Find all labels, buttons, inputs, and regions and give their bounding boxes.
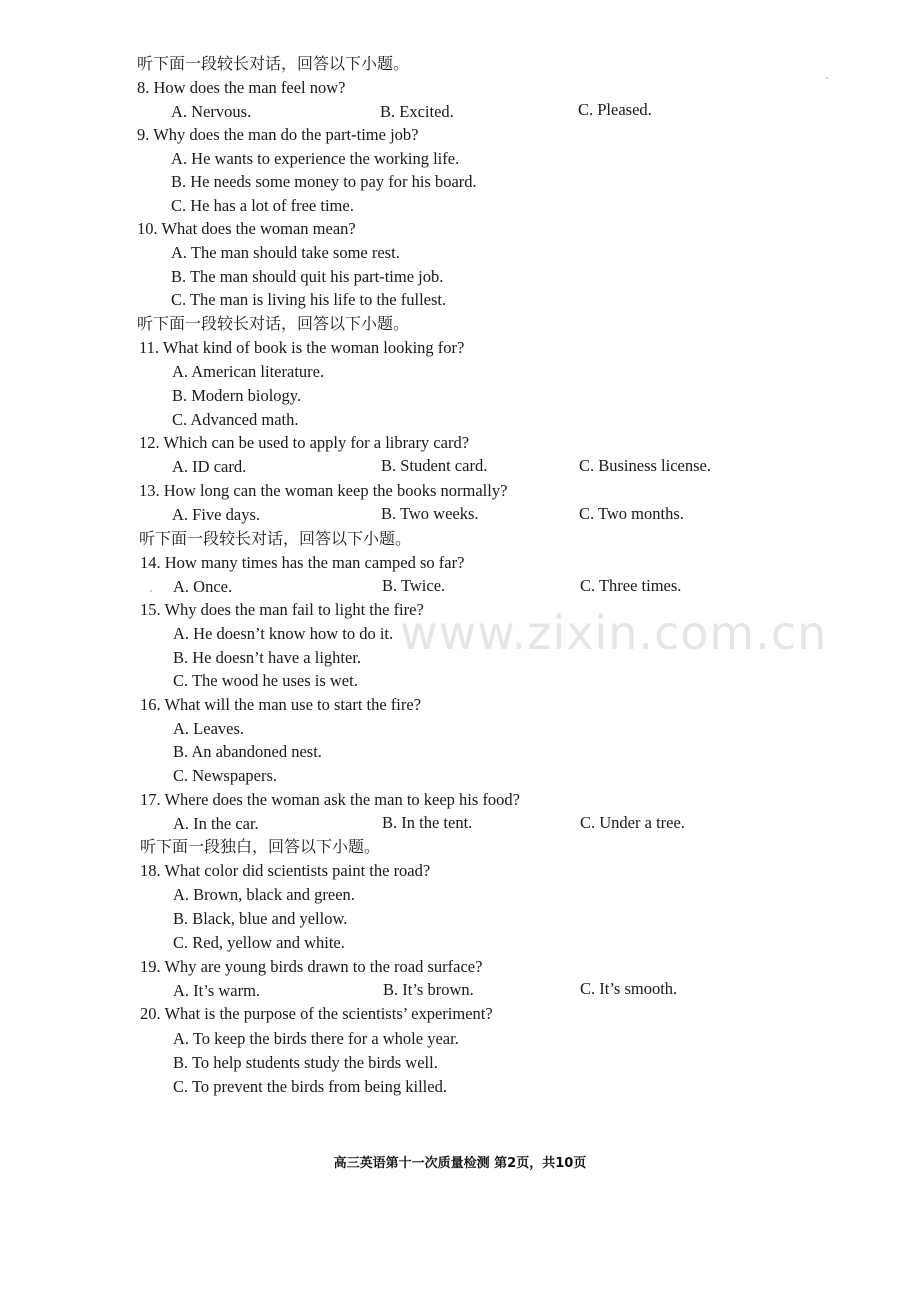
scan-speck <box>150 590 152 592</box>
option-13c: C. Two months. <box>579 504 684 523</box>
question-11: 11. What kind of book is the woman looking for? <box>139 338 465 357</box>
option-8c: C. Pleased. <box>578 100 652 119</box>
option-16b: B. An abandoned nest. <box>173 742 322 761</box>
option-9b: B. He needs some money to pay for his board. <box>171 172 477 191</box>
watermark: www.zixin.com.cn <box>400 606 828 660</box>
option-8b: B. Excited. <box>380 102 454 121</box>
option-13b: B. Two weeks. <box>381 504 479 523</box>
option-15a: A. He doesn’t know how to do it. <box>173 624 394 643</box>
option-9c: C. He has a lot of free time. <box>171 196 354 215</box>
option-11a: A. American literature. <box>172 362 325 381</box>
option-20a: A. To keep the birds there for a whole year. <box>173 1029 459 1048</box>
option-12a: A. ID card. <box>172 457 247 476</box>
section-instruction: 听下面一段较长对话，回答以下小题。 <box>137 314 410 333</box>
option-12b: B. Student card. <box>381 456 488 475</box>
page-footer: 高三英语第十一次质量检测 第2页，共10页 <box>333 1156 587 1171</box>
option-14c: C. Three times. <box>580 576 682 595</box>
option-18b: B. Black, blue and yellow. <box>173 909 348 928</box>
option-14b: B. Twice. <box>382 576 446 595</box>
section-instruction: 听下面一段较长对话，回答以下小题。 <box>139 529 412 548</box>
option-15c: C. The wood he uses is wet. <box>173 671 358 690</box>
option-10c: C. The man is living his life to the fullest. <box>171 290 447 309</box>
question-18: 18. What color did scientists paint the road? <box>140 861 431 880</box>
option-10a: A. The man should take some rest. <box>171 243 400 262</box>
question-10: 10. What does the woman mean? <box>137 219 356 238</box>
option-18c: C. Red, yellow and white. <box>173 933 345 952</box>
option-15b: B. He doesn’t have a lighter. <box>173 648 362 667</box>
question-12: 12. Which can be used to apply for a library card? <box>139 433 470 452</box>
question-17: 17. Where does the woman ask the man to keep his food? <box>140 790 521 809</box>
option-14a: A. Once. <box>173 577 233 596</box>
option-17a: A. In the car. <box>173 814 259 833</box>
option-13a: A. Five days. <box>172 505 260 524</box>
option-9a: A. He wants to experience the working life. <box>171 149 460 168</box>
question-14: 14. How many times has the man camped so far? <box>140 553 465 572</box>
question-9: 9. Why does the man do the part-time job? <box>137 125 419 144</box>
option-19a: A. It’s warm. <box>173 981 261 1000</box>
section-instruction: 听下面一段独白，回答以下小题。 <box>140 837 381 856</box>
option-11c: C. Advanced math. <box>172 410 299 429</box>
option-12c: C. Business license. <box>579 456 711 475</box>
option-17b: B. In the tent. <box>382 813 473 832</box>
question-8: 8. How does the man feel now? <box>137 78 346 97</box>
option-16c: C. Newspapers. <box>173 766 278 785</box>
option-17c: C. Under a tree. <box>580 813 685 832</box>
option-10b: B. The man should quit his part-time job. <box>171 267 444 286</box>
option-19b: B. It’s brown. <box>383 980 474 999</box>
option-19c: C. It’s smooth. <box>580 979 678 998</box>
scan-speck <box>826 77 828 79</box>
question-15: 15. Why does the man fail to light the fire? <box>140 600 424 619</box>
question-13: 13. How long can the woman keep the books normally? <box>139 481 508 500</box>
question-16: 16. What will the man use to start the fire? <box>140 695 422 714</box>
option-20b: B. To help students study the birds well. <box>173 1053 438 1072</box>
option-18a: A. Brown, black and green. <box>173 885 355 904</box>
section-instruction: 听下面一段较长对话，回答以下小题。 <box>137 54 410 73</box>
question-19: 19. Why are young birds drawn to the road surface? <box>140 957 483 976</box>
question-20: 20. What is the purpose of the scientists’ experiment? <box>140 1004 493 1023</box>
option-20c: C. To prevent the birds from being killed. <box>173 1077 447 1096</box>
option-8a: A. Nervous. <box>171 102 252 121</box>
option-16a: A. Leaves. <box>173 719 245 738</box>
option-11b: B. Modern biology. <box>172 386 302 405</box>
